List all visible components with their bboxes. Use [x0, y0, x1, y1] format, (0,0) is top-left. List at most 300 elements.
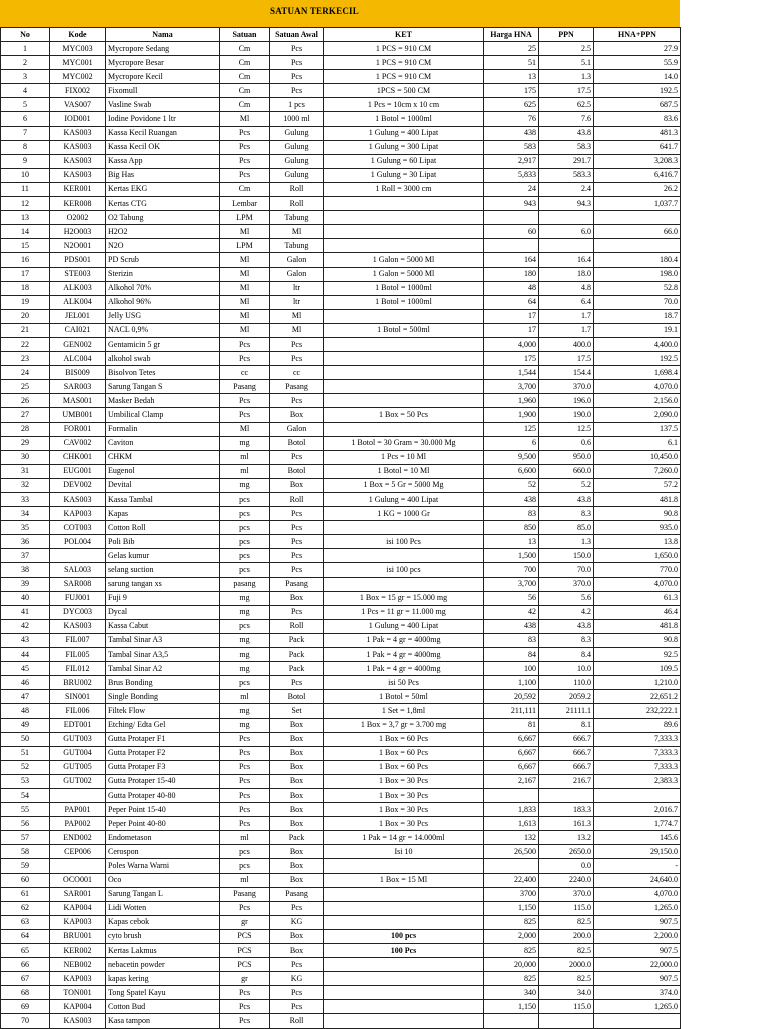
- cell-hna-ppn: 52.8: [594, 281, 681, 295]
- cell-ket: isi 100 Pcs: [324, 535, 484, 549]
- cell-kode: KAP003: [50, 507, 106, 521]
- cell-no: 13: [1, 211, 50, 225]
- cell-satuan: pcs: [220, 507, 270, 521]
- cell-no: 20: [1, 309, 50, 323]
- cell-no: 35: [1, 521, 50, 535]
- cell-satuan: Pcs: [220, 746, 270, 760]
- cell-ppn: 400.0: [539, 337, 594, 351]
- cell-satuan-awal: cc: [270, 366, 324, 380]
- table-row: [1, 225, 681, 239]
- cell-kode: KAS003: [50, 493, 106, 507]
- cell-no: 47: [1, 690, 50, 704]
- table-row: [1, 253, 681, 267]
- cell-harga-hna: 5,833: [484, 168, 539, 182]
- cell-no: 22: [1, 337, 50, 351]
- cell-satuan: ml: [220, 690, 270, 704]
- sheet-title: SATUAN TERKECIL: [270, 6, 359, 16]
- cell-satuan: mg: [220, 436, 270, 450]
- cell-kode: ALK004: [50, 295, 106, 309]
- cell-satuan-awal: Box: [270, 944, 324, 958]
- col-header-ppn: PPN: [539, 28, 594, 42]
- cell-no: 62: [1, 901, 50, 915]
- cell-ket: isi 100 pcs: [324, 563, 484, 577]
- cell-satuan: ml: [220, 450, 270, 464]
- cell-satuan-awal: Pcs: [270, 676, 324, 690]
- cell-satuan-awal: Ml: [270, 225, 324, 239]
- cell-no: 41: [1, 605, 50, 619]
- cell-ket: 1 Roll = 3000 cm: [324, 182, 484, 196]
- cell-hna-ppn: 1,037.7: [594, 197, 681, 211]
- cell-satuan-awal: Box: [270, 760, 324, 774]
- cell-satuan-awal: ltr: [270, 295, 324, 309]
- cell-kode: JEL001: [50, 309, 106, 323]
- table-row: [1, 859, 681, 873]
- cell-satuan: pasang: [220, 577, 270, 591]
- cell-satuan-awal: KG: [270, 915, 324, 929]
- col-header-harga-hna: Harga HNA: [484, 28, 539, 42]
- cell-ket: [324, 958, 484, 972]
- cell-satuan: Cm: [220, 56, 270, 70]
- cell-ket: 1 PCS = 910 CM: [324, 56, 484, 70]
- cell-hna-ppn: 137.5: [594, 422, 681, 436]
- cell-satuan-awal: Pcs: [270, 337, 324, 351]
- cell-harga-hna: 20,592: [484, 690, 539, 704]
- cell-hna-ppn: 6.1: [594, 436, 681, 450]
- cell-hna-ppn: 180.4: [594, 253, 681, 267]
- cell-hna-ppn: 907.5: [594, 915, 681, 929]
- cell-nama: Sarung Tangan S: [106, 380, 220, 394]
- cell-satuan-awal: Pcs: [270, 352, 324, 366]
- cell-no: 70: [1, 1014, 50, 1028]
- cell-satuan-awal: Roll: [270, 1014, 324, 1028]
- table-row: [1, 56, 681, 70]
- cell-ppn: 6.0: [539, 225, 594, 239]
- table-row: [1, 182, 681, 196]
- cell-satuan: Cm: [220, 182, 270, 196]
- cell-nama: Tong Spatel Kayu: [106, 986, 220, 1000]
- cell-ppn: 70.0: [539, 563, 594, 577]
- cell-ket: 1 Gulung = 400 Lipat: [324, 493, 484, 507]
- table-row: [1, 605, 681, 619]
- table-row: [1, 746, 681, 760]
- cell-kode: GEN002: [50, 337, 106, 351]
- cell-kode: FIL007: [50, 633, 106, 647]
- cell-satuan-awal: Pasang: [270, 577, 324, 591]
- cell-ket: [324, 972, 484, 986]
- cell-kode: CEP006: [50, 845, 106, 859]
- table-row: [1, 774, 681, 788]
- cell-nama: Jelly USG: [106, 309, 220, 323]
- table-row: [1, 366, 681, 380]
- cell-satuan-awal: Botol: [270, 690, 324, 704]
- cell-ppn: 660.0: [539, 464, 594, 478]
- cell-harga-hna: 6,667: [484, 746, 539, 760]
- cell-harga-hna: 943: [484, 197, 539, 211]
- cell-ket: [324, 915, 484, 929]
- cell-ket: 1 Galon = 5000 Ml: [324, 267, 484, 281]
- cell-ppn: [539, 239, 594, 253]
- table-row: [1, 648, 681, 662]
- cell-ket: 1 PCS = 910 CM: [324, 42, 484, 56]
- cell-nama: selang suction: [106, 563, 220, 577]
- cell-harga-hna: 625: [484, 98, 539, 112]
- cell-ppn: 1.3: [539, 535, 594, 549]
- table-row: [1, 493, 681, 507]
- cell-satuan-awal: Roll: [270, 493, 324, 507]
- cell-ket: 100 pcs: [324, 929, 484, 943]
- cell-satuan-awal: Pcs: [270, 901, 324, 915]
- cell-harga-hna: 164: [484, 253, 539, 267]
- cell-nama: Etching/ Edta Gel: [106, 718, 220, 732]
- cell-satuan: pcs: [220, 859, 270, 873]
- table-row: [1, 168, 681, 182]
- cell-hna-ppn: 687.5: [594, 98, 681, 112]
- cell-kode: CAI021: [50, 323, 106, 337]
- cell-hna-ppn: 46.4: [594, 605, 681, 619]
- cell-satuan: Pcs: [220, 803, 270, 817]
- cell-hna-ppn: 13.8: [594, 535, 681, 549]
- table-row: [1, 521, 681, 535]
- cell-nama: cyto brush: [106, 929, 220, 943]
- table-row: [1, 788, 681, 802]
- table-row: [1, 126, 681, 140]
- cell-harga-hna: 1,150: [484, 901, 539, 915]
- cell-ket: 1 Pak = 4 gr = 4000mg: [324, 648, 484, 662]
- cell-no: 51: [1, 746, 50, 760]
- cell-nama: nebacetin powder: [106, 958, 220, 972]
- cell-no: 21: [1, 323, 50, 337]
- cell-satuan-awal: Box: [270, 732, 324, 746]
- table-row: [1, 549, 681, 563]
- table-row: [1, 972, 681, 986]
- cell-nama: Sarung Tangan L: [106, 887, 220, 901]
- cell-no: 27: [1, 408, 50, 422]
- cell-satuan-awal: Pcs: [270, 42, 324, 56]
- cell-harga-hna: 1,500: [484, 549, 539, 563]
- cell-satuan: Pcs: [220, 408, 270, 422]
- cell-ket: [324, 422, 484, 436]
- cell-nama: N2O: [106, 239, 220, 253]
- cell-harga-hna: 100: [484, 662, 539, 676]
- cell-ppn: 8.4: [539, 648, 594, 662]
- cell-ket: 1 Pcs = 10cm x 10 cm: [324, 98, 484, 112]
- cell-nama: Gentamicin 5 gr: [106, 337, 220, 351]
- cell-nama: Kassa App: [106, 154, 220, 168]
- cell-ket: [324, 521, 484, 535]
- cell-ket: 1 KG = 1000 Gr: [324, 507, 484, 521]
- cell-harga-hna: 81: [484, 718, 539, 732]
- cell-harga-hna: 1,150: [484, 1000, 539, 1014]
- cell-hna-ppn: 1,650.0: [594, 549, 681, 563]
- cell-kode: FIL012: [50, 662, 106, 676]
- table-row: [1, 986, 681, 1000]
- cell-satuan: Pcs: [220, 154, 270, 168]
- cell-ket: 1 Gulung = 400 Lipat: [324, 619, 484, 633]
- table-row: [1, 84, 681, 98]
- cell-kode: DEV002: [50, 478, 106, 492]
- table-row: [1, 478, 681, 492]
- title-banner: [0, 0, 680, 27]
- cell-hna-ppn: 1,265.0: [594, 901, 681, 915]
- table-row: [1, 633, 681, 647]
- cell-harga-hna: 83: [484, 507, 539, 521]
- cell-ket: 1 Box = 3,7 gr = 3.700 mg: [324, 718, 484, 732]
- cell-harga-hna: 83: [484, 633, 539, 647]
- table-row: [1, 845, 681, 859]
- table-row: [1, 831, 681, 845]
- cell-no: 58: [1, 845, 50, 859]
- cell-ppn: 4.2: [539, 605, 594, 619]
- cell-hna-ppn: 481.8: [594, 493, 681, 507]
- cell-hna-ppn: 55.9: [594, 56, 681, 70]
- cell-satuan: Pcs: [220, 986, 270, 1000]
- cell-ppn: 115.0: [539, 901, 594, 915]
- cell-hna-ppn: 907.5: [594, 944, 681, 958]
- cell-kode: FIX002: [50, 84, 106, 98]
- cell-no: 38: [1, 563, 50, 577]
- cell-satuan: Pcs: [220, 788, 270, 802]
- cell-kode: [50, 549, 106, 563]
- cell-ppn: 12.5: [539, 422, 594, 436]
- cell-hna-ppn: 2,383.3: [594, 774, 681, 788]
- cell-hna-ppn: 57.2: [594, 478, 681, 492]
- cell-nama: Kapas: [106, 507, 220, 521]
- cell-ppn: 2.4: [539, 182, 594, 196]
- cell-kode: IOD001: [50, 112, 106, 126]
- cell-harga-hna: 42: [484, 605, 539, 619]
- table-row: [1, 197, 681, 211]
- cell-satuan: Cm: [220, 42, 270, 56]
- cell-no: 36: [1, 535, 50, 549]
- cell-harga-hna: 825: [484, 944, 539, 958]
- table-row: [1, 563, 681, 577]
- cell-no: 55: [1, 803, 50, 817]
- cell-kode: BIS009: [50, 366, 106, 380]
- cell-ppn: 583.3: [539, 168, 594, 182]
- table-row: [1, 577, 681, 591]
- cell-no: 44: [1, 648, 50, 662]
- cell-ket: 1 Box = 5 Gr = 5000 Mg: [324, 478, 484, 492]
- cell-nama: Gutta Protaper F3: [106, 760, 220, 774]
- cell-harga-hna: 26,500: [484, 845, 539, 859]
- table-row: [1, 535, 681, 549]
- cell-satuan: Pcs: [220, 168, 270, 182]
- cell-ppn: 21111.1: [539, 704, 594, 718]
- cell-satuan: Pcs: [220, 140, 270, 154]
- cell-nama: Big Has: [106, 168, 220, 182]
- cell-hna-ppn: 192.5: [594, 84, 681, 98]
- cell-harga-hna: 4,000: [484, 337, 539, 351]
- cell-ppn: 666.7: [539, 746, 594, 760]
- cell-ket: [324, 352, 484, 366]
- cell-ppn: 0.0: [539, 859, 594, 873]
- cell-harga-hna: 6,667: [484, 760, 539, 774]
- cell-kode: KAS003: [50, 1014, 106, 1028]
- cell-harga-hna: 48: [484, 281, 539, 295]
- cell-satuan: Pasang: [220, 887, 270, 901]
- table-row: [1, 704, 681, 718]
- cell-satuan: mg: [220, 704, 270, 718]
- table-row: [1, 408, 681, 422]
- cell-no: 10: [1, 168, 50, 182]
- cell-nama: Eugenol: [106, 464, 220, 478]
- cell-kode: ALK003: [50, 281, 106, 295]
- cell-satuan: cc: [220, 366, 270, 380]
- table-row: [1, 944, 681, 958]
- cell-ppn: 5.2: [539, 478, 594, 492]
- cell-kode: MYC002: [50, 70, 106, 84]
- cell-ket: Isi 10: [324, 845, 484, 859]
- table-row: [1, 42, 681, 56]
- cell-ppn: 161.3: [539, 817, 594, 831]
- cell-nama: Kassa Kecil OK: [106, 140, 220, 154]
- cell-nama: Mycropore Besar: [106, 56, 220, 70]
- cell-no: 14: [1, 225, 50, 239]
- table-row: [1, 591, 681, 605]
- cell-ppn: 666.7: [539, 760, 594, 774]
- cell-ket: [324, 1000, 484, 1014]
- cell-satuan-awal: Pcs: [270, 605, 324, 619]
- cell-hna-ppn: [594, 239, 681, 253]
- cell-satuan-awal: Box: [270, 788, 324, 802]
- cell-ket: 1 Set = 1,8ml: [324, 704, 484, 718]
- cell-satuan: pcs: [220, 619, 270, 633]
- cell-no: 53: [1, 774, 50, 788]
- cell-satuan: pcs: [220, 845, 270, 859]
- cell-satuan-awal: Ml: [270, 323, 324, 337]
- cell-ket: 1 Pcs = 11 gr = 11.000 mg: [324, 605, 484, 619]
- cell-harga-hna: 2,917: [484, 154, 539, 168]
- cell-no: 69: [1, 1000, 50, 1014]
- cell-hna-ppn: 7,333.3: [594, 746, 681, 760]
- cell-ppn: 2059.2: [539, 690, 594, 704]
- data-table: [0, 27, 681, 1029]
- cell-satuan-awal: Box: [270, 817, 324, 831]
- cell-hna-ppn: 4,400.0: [594, 337, 681, 351]
- cell-kode: SIN001: [50, 690, 106, 704]
- cell-harga-hna: 438: [484, 619, 539, 633]
- cell-ket: [324, 366, 484, 380]
- cell-no: 25: [1, 380, 50, 394]
- cell-nama: Fuji 9: [106, 591, 220, 605]
- cell-hna-ppn: 2,200.0: [594, 929, 681, 943]
- cell-nama: Oco: [106, 873, 220, 887]
- cell-satuan-awal: Pcs: [270, 1000, 324, 1014]
- cell-satuan-awal: Pcs: [270, 507, 324, 521]
- cell-satuan-awal: Gulung: [270, 168, 324, 182]
- cell-no: 49: [1, 718, 50, 732]
- cell-satuan-awal: Roll: [270, 619, 324, 633]
- cell-nama: Cotton Bud: [106, 1000, 220, 1014]
- cell-ppn: 200.0: [539, 929, 594, 943]
- cell-kode: [50, 788, 106, 802]
- col-header-kode: Kode: [50, 28, 106, 42]
- cell-hna-ppn: 90.8: [594, 633, 681, 647]
- cell-ppn: 2240.0: [539, 873, 594, 887]
- cell-hna-ppn: 1,774.7: [594, 817, 681, 831]
- cell-nama: PD Scrub: [106, 253, 220, 267]
- cell-kode: GUT005: [50, 760, 106, 774]
- cell-nama: H2O2: [106, 225, 220, 239]
- cell-ket: 1 Botol = 1000ml: [324, 281, 484, 295]
- table-row: [1, 140, 681, 154]
- table-row: [1, 112, 681, 126]
- cell-harga-hna: 2,167: [484, 774, 539, 788]
- cell-ket: [324, 309, 484, 323]
- cell-harga-hna: 175: [484, 352, 539, 366]
- cell-ket: 1 Box = 30 Pcs: [324, 788, 484, 802]
- cell-ppn: 85.0: [539, 521, 594, 535]
- cell-satuan: Pcs: [220, 352, 270, 366]
- cell-no: 50: [1, 732, 50, 746]
- cell-satuan-awal: Pack: [270, 662, 324, 676]
- cell-nama: Tambal Sinar A3: [106, 633, 220, 647]
- cell-satuan-awal: Pack: [270, 831, 324, 845]
- cell-ket: 1 Box = 60 Pcs: [324, 746, 484, 760]
- cell-ppn: 370.0: [539, 887, 594, 901]
- table-row: [1, 676, 681, 690]
- cell-ket: [324, 859, 484, 873]
- cell-hna-ppn: 1,265.0: [594, 1000, 681, 1014]
- cell-satuan: Ml: [220, 281, 270, 295]
- cell-satuan: pcs: [220, 676, 270, 690]
- cell-kode: BRU002: [50, 676, 106, 690]
- cell-no: 39: [1, 577, 50, 591]
- cell-ppn: 10.0: [539, 662, 594, 676]
- cell-satuan: PCS: [220, 944, 270, 958]
- cell-hna-ppn: 198.0: [594, 267, 681, 281]
- cell-no: 54: [1, 788, 50, 802]
- cell-satuan: Pcs: [220, 1014, 270, 1028]
- table-row: [1, 352, 681, 366]
- table-row: [1, 718, 681, 732]
- cell-harga-hna: 340: [484, 986, 539, 1000]
- cell-ppn: 2000.0: [539, 958, 594, 972]
- cell-nama: sarung tangan xs: [106, 577, 220, 591]
- cell-ket: 1 Botol = 500ml: [324, 323, 484, 337]
- cell-satuan: mg: [220, 478, 270, 492]
- cell-ppn: 0.6: [539, 436, 594, 450]
- cell-satuan-awal: Roll: [270, 197, 324, 211]
- cell-harga-hna: 3,700: [484, 577, 539, 591]
- cell-kode: PDS001: [50, 253, 106, 267]
- cell-no: 63: [1, 915, 50, 929]
- cell-hna-ppn: 70.0: [594, 295, 681, 309]
- cell-ppn: 666.7: [539, 732, 594, 746]
- cell-no: 8: [1, 140, 50, 154]
- cell-hna-ppn: 27.9: [594, 42, 681, 56]
- cell-ket: [324, 197, 484, 211]
- table-row: [1, 295, 681, 309]
- table-row: [1, 436, 681, 450]
- cell-satuan-awal: Botol: [270, 436, 324, 450]
- cell-ppn: [539, 788, 594, 802]
- cell-satuan: mg: [220, 591, 270, 605]
- table-row: [1, 323, 681, 337]
- cell-ppn: 43.8: [539, 126, 594, 140]
- cell-satuan: pcs: [220, 563, 270, 577]
- cell-hna-ppn: 24,640.0: [594, 873, 681, 887]
- cell-satuan-awal: Gulung: [270, 140, 324, 154]
- cell-hna-ppn: 89.6: [594, 718, 681, 732]
- cell-satuan: Ml: [220, 267, 270, 281]
- cell-nama: Lidi Wotten: [106, 901, 220, 915]
- cell-ppn: 291.7: [539, 154, 594, 168]
- col-header-nama: Nama: [106, 28, 220, 42]
- cell-harga-hna: 1,613: [484, 817, 539, 831]
- cell-no: 60: [1, 873, 50, 887]
- cell-ppn: 110.0: [539, 676, 594, 690]
